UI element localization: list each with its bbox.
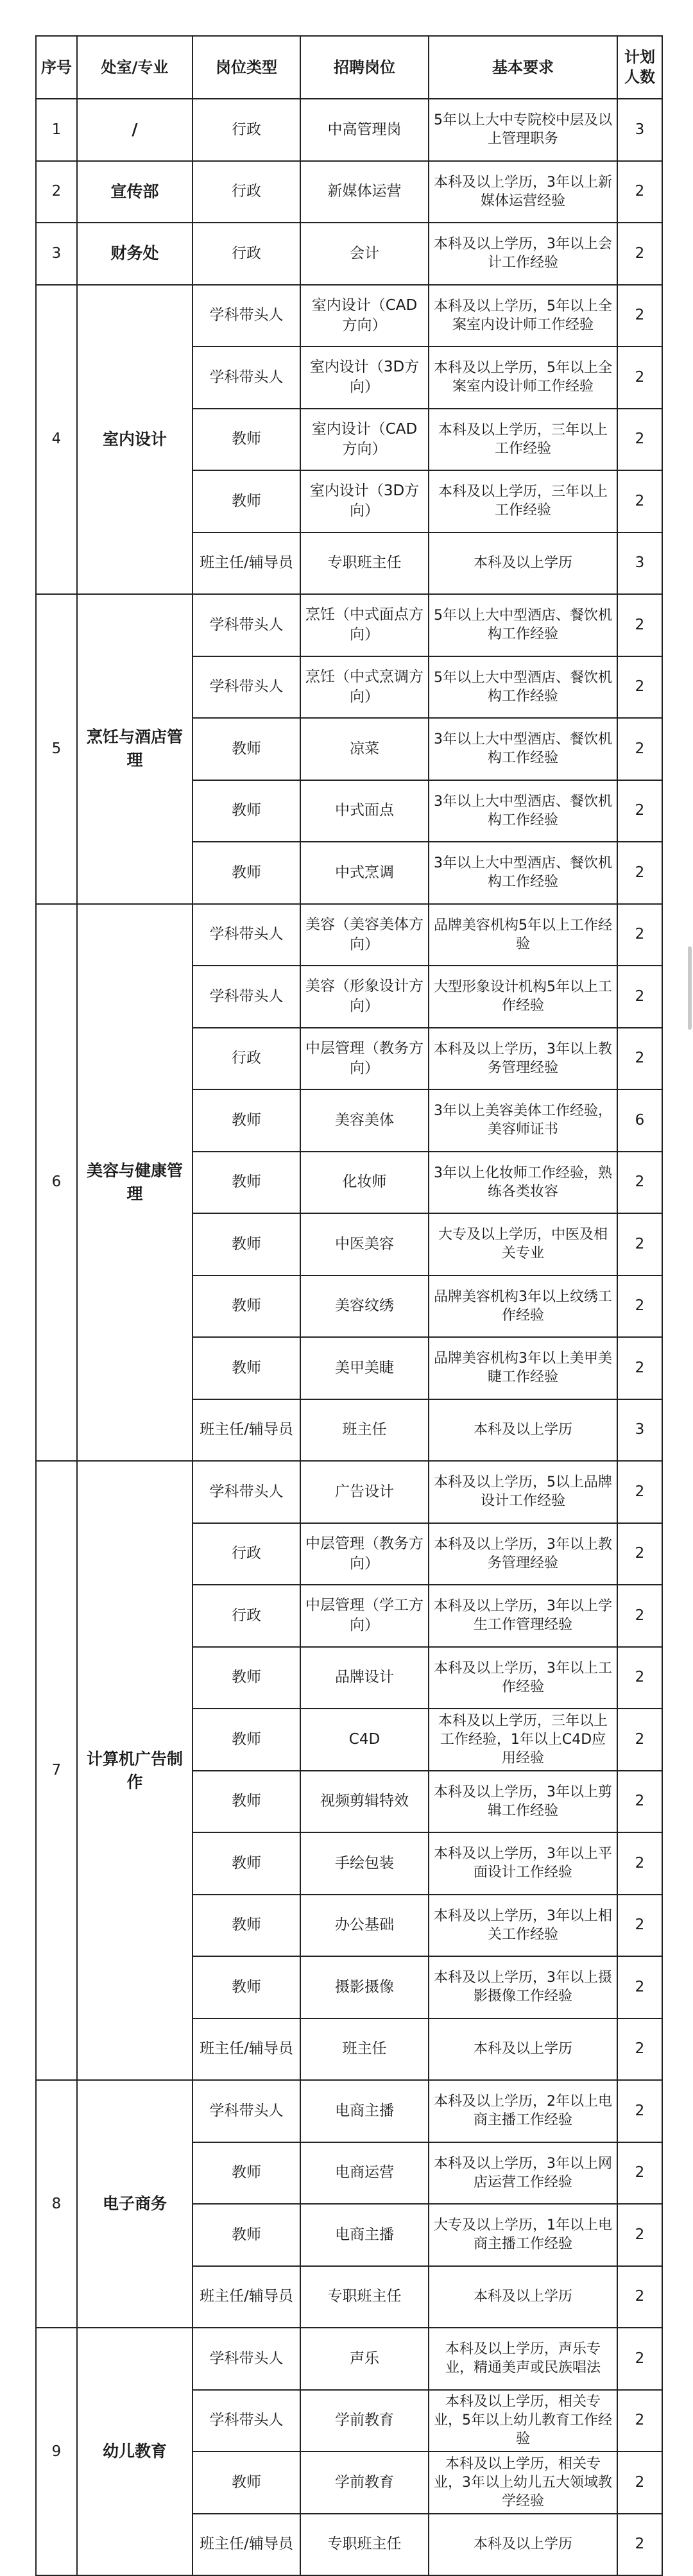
type-cell: 学科带头人: [193, 1461, 300, 1523]
requirement-cell: 本科及以上学历，3年以上工作经验: [429, 1647, 617, 1709]
post-cell: 新媒体运营: [300, 161, 429, 223]
requirement-cell: 品牌美容机构3年以上美甲美睫工作经验: [429, 1337, 617, 1399]
table-row: [36, 161, 662, 223]
count-cell: 2: [617, 2204, 662, 2266]
type-cell: 行政: [193, 99, 300, 161]
type-cell: 教师: [193, 1275, 300, 1338]
type-cell: 教师: [193, 780, 300, 842]
requirement-cell: 本科及以上学历，三年以上工作经验: [429, 409, 617, 471]
type-cell: 班主任/辅导员: [193, 2018, 300, 2081]
header-dept: 处室/专业: [77, 36, 193, 99]
table-body: [36, 99, 662, 2575]
post-cell: 美甲美睫: [300, 1337, 429, 1399]
type-cell: 学科带头人: [193, 966, 300, 1028]
post-cell: 广告设计: [300, 1461, 429, 1523]
table-row: [36, 2328, 662, 2390]
post-cell: 室内设计（3D方向）: [300, 346, 429, 409]
post-cell: 视频剪辑特效: [300, 1771, 429, 1833]
post-cell: 烹饪（中式面点方向）: [300, 594, 429, 656]
post-cell: 专职班主任: [300, 2266, 429, 2328]
requirement-cell: 本科及以上学历: [429, 533, 617, 595]
type-cell: 学科带头人: [193, 656, 300, 719]
header-seq: 序号: [36, 36, 77, 99]
requirement-cell: 5年以上大中专院校中层及以上管理职务: [429, 99, 617, 161]
type-cell: 教师: [193, 409, 300, 471]
count-cell: 2: [617, 656, 662, 719]
requirement-cell: 本科及以上学历，5年以上全案室内设计师工作经验: [429, 285, 617, 347]
requirement-cell: 5年以上大中型酒店、餐饮机构工作经验: [429, 656, 617, 719]
count-cell: 2: [617, 2080, 662, 2142]
type-cell: 教师: [193, 1647, 300, 1709]
post-cell: 中医美容: [300, 1213, 429, 1275]
requirement-cell: 本科及以上学历: [429, 2514, 617, 2576]
post-cell: 电商主播: [300, 2080, 429, 2142]
requirement-cell: 品牌美容机构5年以上工作经验: [429, 904, 617, 966]
post-cell: 学前教育: [300, 2390, 429, 2452]
requirement-cell: 本科及以上学历，3年以上剪辑工作经验: [429, 1771, 617, 1833]
dept-cell: 宣传部: [77, 161, 193, 223]
requirement-cell: 3年以上大中型酒店、餐饮机构工作经验: [429, 718, 617, 780]
requirement-cell: 大专及以上学历，中医及相关专业: [429, 1213, 617, 1275]
requirement-cell: 3年以上大中型酒店、餐饮机构工作经验: [429, 780, 617, 842]
post-cell: 室内设计（CAD方向）: [300, 285, 429, 347]
type-cell: 学科带头人: [193, 346, 300, 409]
type-cell: 教师: [193, 1832, 300, 1895]
requirement-cell: 本科及以上学历，3年以上教务管理经验: [429, 1523, 617, 1585]
count-cell: 2: [617, 780, 662, 842]
post-cell: C4D: [300, 1709, 429, 1771]
type-cell: 班主任/辅导员: [193, 533, 300, 595]
seq-cell: 3: [36, 223, 77, 285]
type-cell: 学科带头人: [193, 904, 300, 966]
count-cell: 6: [617, 1089, 662, 1152]
post-cell: 中层管理（学工方向）: [300, 1585, 429, 1647]
seq-cell: 2: [36, 161, 77, 223]
requirement-cell: 本科及以上学历，3年以上学生工作管理经验: [429, 1585, 617, 1647]
requirement-cell: 本科及以上学历，3年以上网店运营工作经验: [429, 2142, 617, 2205]
table-row: [36, 99, 662, 161]
type-cell: 班主任/辅导员: [193, 2514, 300, 2576]
post-cell: 凉菜: [300, 718, 429, 780]
requirement-cell: 5年以上大中型酒店、餐饮机构工作经验: [429, 594, 617, 656]
type-cell: 班主任/辅导员: [193, 1399, 300, 1462]
requirement-cell: 本科及以上学历: [429, 2018, 617, 2081]
dept-cell: 烹饪与酒店管理: [77, 594, 193, 904]
post-cell: 班主任: [300, 1399, 429, 1462]
requirement-cell: 本科及以上学历，3年以上平面设计工作经验: [429, 1832, 617, 1895]
post-cell: 室内设计（CAD方向）: [300, 409, 429, 471]
type-cell: 教师: [193, 1152, 300, 1214]
count-cell: 2: [617, 1275, 662, 1338]
post-cell: 专职班主任: [300, 2514, 429, 2576]
count-cell: 3: [617, 1399, 662, 1462]
type-cell: 行政: [193, 223, 300, 285]
post-cell: 中层管理（教务方向）: [300, 1523, 429, 1585]
count-cell: 2: [617, 594, 662, 656]
count-cell: 2: [617, 718, 662, 780]
count-cell: 2: [617, 1337, 662, 1399]
count-cell: 2: [617, 1213, 662, 1275]
count-cell: 2: [617, 2018, 662, 2081]
requirement-cell: 大型形象设计机构5年以上工作经验: [429, 966, 617, 1028]
count-cell: 2: [617, 904, 662, 966]
requirement-cell: 本科及以上学历，5年以上全案室内设计师工作经验: [429, 346, 617, 409]
post-cell: 电商主播: [300, 2204, 429, 2266]
count-cell: 2: [617, 1709, 662, 1771]
seq-cell: 7: [36, 1461, 77, 2080]
type-cell: 教师: [193, 1709, 300, 1771]
seq-cell: 9: [36, 2328, 77, 2575]
type-cell: 行政: [193, 1523, 300, 1585]
post-cell: 品牌设计: [300, 1647, 429, 1709]
post-cell: 办公基础: [300, 1895, 429, 1957]
table-row: [36, 285, 662, 347]
table-row: [36, 1461, 662, 1523]
post-cell: 美容纹绣: [300, 1275, 429, 1338]
type-cell: 行政: [193, 161, 300, 223]
count-cell: 2: [617, 1771, 662, 1833]
requirement-cell: 本科及以上学历，三年以上工作经验，1年以上C4D应用经验: [429, 1709, 617, 1771]
dept-cell: 室内设计: [77, 285, 193, 595]
table-row: [36, 223, 662, 285]
count-cell: 2: [617, 409, 662, 471]
requirement-cell: 本科及以上学历，声乐专业，精通美声或民族唱法: [429, 2328, 617, 2390]
type-cell: 学科带头人: [193, 594, 300, 656]
count-cell: 2: [617, 161, 662, 223]
type-cell: 教师: [193, 718, 300, 780]
count-cell: 2: [617, 2452, 662, 2514]
requirement-cell: 本科及以上学历，3年以上会计工作经验: [429, 223, 617, 285]
header-row: [36, 36, 662, 99]
count-cell: 2: [617, 470, 662, 533]
count-cell: 3: [617, 99, 662, 161]
requirement-cell: 大专及以上学历，1年以上电商主播工作经验: [429, 2204, 617, 2266]
post-cell: 中高管理岗: [300, 99, 429, 161]
table-row: [36, 2080, 662, 2142]
post-cell: 电商运营: [300, 2142, 429, 2205]
type-cell: 教师: [193, 1337, 300, 1399]
requirement-cell: 本科及以上学历，相关专业，5年以上幼儿教育工作经验: [429, 2390, 617, 2452]
dept-cell: 美容与健康管理: [77, 904, 193, 1462]
count-cell: 2: [617, 1956, 662, 2018]
type-cell: 教师: [193, 2142, 300, 2205]
requirement-cell: 本科及以上学历，三年以上工作经验: [429, 470, 617, 533]
requirement-cell: 品牌美容机构3年以上纹绣工作经验: [429, 1275, 617, 1338]
count-cell: 2: [617, 2514, 662, 2576]
requirement-cell: 本科及以上学历，5以上品牌设计工作经验: [429, 1461, 617, 1523]
type-cell: 教师: [193, 470, 300, 533]
seq-cell: 5: [36, 594, 77, 904]
header-post: 招聘岗位: [300, 36, 429, 99]
post-cell: 中式面点: [300, 780, 429, 842]
count-cell: 2: [617, 1028, 662, 1090]
requirement-cell: 本科及以上学历，3年以上相关工作经验: [429, 1895, 617, 1957]
post-cell: 会计: [300, 223, 429, 285]
requirement-cell: 本科及以上学历，2年以上电商主播工作经验: [429, 2080, 617, 2142]
post-cell: 声乐: [300, 2328, 429, 2390]
type-cell: 教师: [193, 1771, 300, 1833]
post-cell: 室内设计（3D方向）: [300, 470, 429, 533]
header-count: 计划人数: [617, 36, 662, 99]
seq-cell: 1: [36, 99, 77, 161]
post-cell: 学前教育: [300, 2452, 429, 2514]
header-req: 基本要求: [429, 36, 617, 99]
count-cell: 2: [617, 1461, 662, 1523]
requirement-cell: 3年以上大中型酒店、餐饮机构工作经验: [429, 842, 617, 904]
post-cell: 美容美体: [300, 1089, 429, 1152]
dept-cell: 幼儿教育: [77, 2328, 193, 2575]
post-cell: 专职班主任: [300, 533, 429, 595]
count-cell: 2: [617, 285, 662, 347]
count-cell: 2: [617, 223, 662, 285]
requirement-cell: 本科及以上学历: [429, 2266, 617, 2328]
type-cell: 教师: [193, 1213, 300, 1275]
count-cell: 2: [617, 1647, 662, 1709]
type-cell: 学科带头人: [193, 2390, 300, 2452]
post-cell: 美容（形象设计方向）: [300, 966, 429, 1028]
dept-cell: 财务处: [77, 223, 193, 285]
requirement-cell: 本科及以上学历，3年以上教务管理经验: [429, 1028, 617, 1090]
post-cell: 手绘包装: [300, 1832, 429, 1895]
count-cell: 2: [617, 346, 662, 409]
count-cell: 2: [617, 1152, 662, 1214]
count-cell: 2: [617, 2390, 662, 2452]
type-cell: 教师: [193, 1895, 300, 1957]
type-cell: 教师: [193, 2204, 300, 2266]
requirement-cell: 3年以上美容美体工作经验，美容师证书: [429, 1089, 617, 1152]
post-cell: 中层管理（教务方向）: [300, 1028, 429, 1090]
count-cell: 2: [617, 1585, 662, 1647]
post-cell: 烹饪（中式烹调方向）: [300, 656, 429, 719]
type-cell: 教师: [193, 2452, 300, 2514]
table-row: [36, 594, 662, 656]
requirement-cell: 本科及以上学历，3年以上新媒体运营经验: [429, 161, 617, 223]
type-cell: 学科带头人: [193, 2080, 300, 2142]
seq-cell: 8: [36, 2080, 77, 2328]
count-cell: 2: [617, 2266, 662, 2328]
table-row: [36, 904, 662, 966]
type-cell: 行政: [193, 1028, 300, 1090]
requirement-cell: 本科及以上学历，3年以上摄影摄像工作经验: [429, 1956, 617, 2018]
post-cell: 化妆师: [300, 1152, 429, 1214]
count-cell: 2: [617, 842, 662, 904]
post-cell: 中式烹调: [300, 842, 429, 904]
count-cell: 2: [617, 2142, 662, 2205]
type-cell: 教师: [193, 842, 300, 904]
type-cell: 行政: [193, 1585, 300, 1647]
header-type: 岗位类型: [193, 36, 300, 99]
post-cell: 摄影摄像: [300, 1956, 429, 2018]
dept-cell: 电子商务: [77, 2080, 193, 2328]
requirement-cell: 3年以上化妆师工作经验，熟练各类妆容: [429, 1152, 617, 1214]
count-cell: 3: [617, 533, 662, 595]
count-cell: 2: [617, 966, 662, 1028]
type-cell: 学科带头人: [193, 285, 300, 347]
scrollbar-thumb[interactable]: [688, 946, 692, 1030]
post-cell: 美容（美容美体方向）: [300, 904, 429, 966]
requirement-cell: 本科及以上学历，相关专业，3年以上幼儿五大领域教学经验: [429, 2452, 617, 2514]
dept-cell: /: [77, 99, 193, 161]
dept-cell: 计算机广告制作: [77, 1461, 193, 2080]
seq-cell: 6: [36, 904, 77, 1462]
type-cell: 学科带头人: [193, 2328, 300, 2390]
type-cell: 教师: [193, 1089, 300, 1152]
seq-cell: 4: [36, 285, 77, 595]
count-cell: 2: [617, 1832, 662, 1895]
count-cell: 2: [617, 2328, 662, 2390]
post-cell: 班主任: [300, 2018, 429, 2081]
recruitment-table: [35, 35, 663, 2576]
type-cell: 班主任/辅导员: [193, 2266, 300, 2328]
count-cell: 2: [617, 1895, 662, 1957]
type-cell: 教师: [193, 1956, 300, 2018]
requirement-cell: 本科及以上学历: [429, 1399, 617, 1462]
count-cell: 2: [617, 1523, 662, 1585]
